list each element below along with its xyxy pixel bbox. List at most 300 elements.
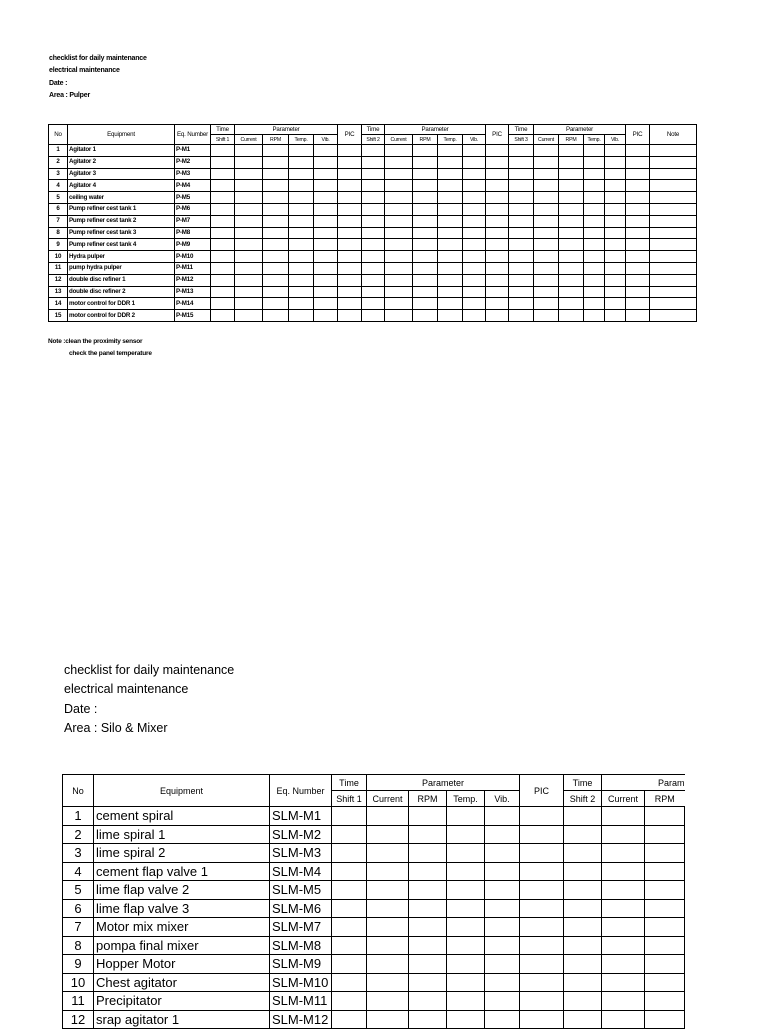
entry-cell[interactable] [534,310,559,322]
entry-cell[interactable] [367,918,409,937]
entry-cell[interactable] [564,881,602,900]
entry-cell[interactable] [447,992,485,1011]
entry-cell[interactable] [564,992,602,1011]
entry-cell[interactable] [559,251,584,263]
entry-cell[interactable] [645,1010,685,1029]
entry-cell[interactable] [211,298,235,310]
entry-cell[interactable] [485,825,520,844]
entry-cell[interactable] [534,262,559,274]
entry-cell[interactable] [338,262,362,274]
entry-cell[interactable] [235,239,263,251]
entry-cell[interactable] [362,251,385,263]
entry-cell[interactable] [289,262,314,274]
entry-cell[interactable] [645,881,685,900]
entry-cell[interactable] [409,825,447,844]
entry-cell[interactable] [263,239,289,251]
entry-cell[interactable] [332,844,367,863]
entry-cell[interactable] [645,899,685,918]
entry-cell[interactable] [463,298,486,310]
entry-cell[interactable] [235,310,263,322]
entry-cell[interactable] [520,844,564,863]
entry-cell[interactable] [367,936,409,955]
entry-cell[interactable] [314,203,338,215]
entry-cell[interactable] [509,262,534,274]
entry-cell[interactable] [332,918,367,937]
entry-cell[interactable] [338,145,362,157]
entry-cell[interactable] [626,180,650,192]
entry-cell[interactable] [564,844,602,863]
entry-cell[interactable] [650,286,697,298]
entry-cell[interactable] [520,955,564,974]
entry-cell[interactable] [645,862,685,881]
entry-cell[interactable] [263,298,289,310]
entry-cell[interactable] [584,298,605,310]
entry-cell[interactable] [211,227,235,239]
entry-cell[interactable] [211,180,235,192]
entry-cell[interactable] [520,1010,564,1029]
entry-cell[interactable] [263,215,289,227]
entry-cell[interactable] [211,168,235,180]
entry-cell[interactable] [584,145,605,157]
entry-cell[interactable] [385,180,413,192]
entry-cell[interactable] [367,881,409,900]
entry-cell[interactable] [584,251,605,263]
entry-cell[interactable] [235,262,263,274]
entry-cell[interactable] [486,274,509,286]
entry-cell[interactable] [362,298,385,310]
entry-cell[interactable] [486,156,509,168]
entry-cell[interactable] [584,239,605,251]
entry-cell[interactable] [263,227,289,239]
entry-cell[interactable] [211,251,235,263]
entry-cell[interactable] [263,180,289,192]
entry-cell[interactable] [235,298,263,310]
entry-cell[interactable] [211,262,235,274]
entry-cell[interactable] [314,286,338,298]
entry-cell[interactable] [409,918,447,937]
entry-cell[interactable] [509,215,534,227]
entry-cell[interactable] [438,168,463,180]
entry-cell[interactable] [509,298,534,310]
entry-cell[interactable] [338,274,362,286]
entry-cell[interactable] [559,145,584,157]
entry-cell[interactable] [211,145,235,157]
entry-cell[interactable] [605,298,626,310]
entry-cell[interactable] [385,251,413,263]
entry-cell[interactable] [263,310,289,322]
entry-cell[interactable] [650,145,697,157]
entry-cell[interactable] [486,298,509,310]
entry-cell[interactable] [650,180,697,192]
entry-cell[interactable] [438,203,463,215]
entry-cell[interactable] [626,168,650,180]
entry-cell[interactable] [485,992,520,1011]
entry-cell[interactable] [211,203,235,215]
entry-cell[interactable] [650,203,697,215]
entry-cell[interactable] [332,899,367,918]
entry-cell[interactable] [605,180,626,192]
entry-cell[interactable] [289,274,314,286]
entry-cell[interactable] [602,1010,645,1029]
entry-cell[interactable] [559,262,584,274]
entry-cell[interactable] [289,286,314,298]
entry-cell[interactable] [485,936,520,955]
entry-cell[interactable] [520,992,564,1011]
entry-cell[interactable] [413,215,438,227]
entry-cell[interactable] [605,310,626,322]
entry-cell[interactable] [509,180,534,192]
entry-cell[interactable] [650,262,697,274]
entry-cell[interactable] [559,156,584,168]
entry-cell[interactable] [509,145,534,157]
entry-cell[interactable] [413,286,438,298]
entry-cell[interactable] [413,310,438,322]
entry-cell[interactable] [314,310,338,322]
entry-cell[interactable] [584,227,605,239]
entry-cell[interactable] [534,298,559,310]
entry-cell[interactable] [584,156,605,168]
entry-cell[interactable] [564,973,602,992]
entry-cell[interactable] [211,274,235,286]
entry-cell[interactable] [645,992,685,1011]
entry-cell[interactable] [385,310,413,322]
entry-cell[interactable] [485,844,520,863]
entry-cell[interactable] [211,286,235,298]
entry-cell[interactable] [367,862,409,881]
entry-cell[interactable] [650,215,697,227]
entry-cell[interactable] [235,180,263,192]
entry-cell[interactable] [413,145,438,157]
entry-cell[interactable] [438,180,463,192]
entry-cell[interactable] [602,936,645,955]
entry-cell[interactable] [235,168,263,180]
entry-cell[interactable] [438,286,463,298]
entry-cell[interactable] [485,1010,520,1029]
entry-cell[interactable] [534,274,559,286]
entry-cell[interactable] [362,274,385,286]
entry-cell[interactable] [362,192,385,204]
entry-cell[interactable] [534,192,559,204]
entry-cell[interactable] [463,168,486,180]
entry-cell[interactable] [385,227,413,239]
entry-cell[interactable] [263,156,289,168]
entry-cell[interactable] [289,227,314,239]
entry-cell[interactable] [447,807,485,826]
entry-cell[interactable] [605,156,626,168]
entry-cell[interactable] [409,881,447,900]
entry-cell[interactable] [314,145,338,157]
entry-cell[interactable] [605,227,626,239]
entry-cell[interactable] [235,274,263,286]
entry-cell[interactable] [362,156,385,168]
entry-cell[interactable] [559,203,584,215]
entry-cell[interactable] [263,274,289,286]
entry-cell[interactable] [385,286,413,298]
entry-cell[interactable] [509,251,534,263]
entry-cell[interactable] [584,168,605,180]
entry-cell[interactable] [385,262,413,274]
entry-cell[interactable] [650,192,697,204]
entry-cell[interactable] [486,227,509,239]
entry-cell[interactable] [211,156,235,168]
entry-cell[interactable] [650,298,697,310]
entry-cell[interactable] [362,215,385,227]
entry-cell[interactable] [626,262,650,274]
entry-cell[interactable] [509,168,534,180]
entry-cell[interactable] [338,156,362,168]
entry-cell[interactable] [447,1010,485,1029]
entry-cell[interactable] [211,239,235,251]
entry-cell[interactable] [413,203,438,215]
entry-cell[interactable] [650,251,697,263]
entry-cell[interactable] [602,844,645,863]
entry-cell[interactable] [520,936,564,955]
entry-cell[interactable] [650,227,697,239]
entry-cell[interactable] [289,156,314,168]
entry-cell[interactable] [447,918,485,937]
entry-cell[interactable] [602,899,645,918]
entry-cell[interactable] [602,973,645,992]
entry-cell[interactable] [650,156,697,168]
entry-cell[interactable] [509,227,534,239]
entry-cell[interactable] [332,1010,367,1029]
entry-cell[interactable] [602,825,645,844]
entry-cell[interactable] [211,310,235,322]
entry-cell[interactable] [520,862,564,881]
entry-cell[interactable] [413,262,438,274]
entry-cell[interactable] [338,215,362,227]
entry-cell[interactable] [332,881,367,900]
entry-cell[interactable] [520,881,564,900]
entry-cell[interactable] [463,156,486,168]
entry-cell[interactable] [235,251,263,263]
entry-cell[interactable] [385,239,413,251]
entry-cell[interactable] [314,262,338,274]
entry-cell[interactable] [413,227,438,239]
entry-cell[interactable] [564,862,602,881]
entry-cell[interactable] [438,156,463,168]
entry-cell[interactable] [564,825,602,844]
entry-cell[interactable] [564,899,602,918]
entry-cell[interactable] [645,973,685,992]
entry-cell[interactable] [409,992,447,1011]
entry-cell[interactable] [438,227,463,239]
entry-cell[interactable] [463,239,486,251]
entry-cell[interactable] [626,310,650,322]
entry-cell[interactable] [314,274,338,286]
entry-cell[interactable] [362,203,385,215]
entry-cell[interactable] [289,239,314,251]
entry-cell[interactable] [289,168,314,180]
entry-cell[interactable] [314,298,338,310]
entry-cell[interactable] [485,955,520,974]
entry-cell[interactable] [534,145,559,157]
entry-cell[interactable] [367,825,409,844]
entry-cell[interactable] [235,215,263,227]
entry-cell[interactable] [650,274,697,286]
entry-cell[interactable] [362,168,385,180]
entry-cell[interactable] [289,298,314,310]
entry-cell[interactable] [626,203,650,215]
entry-cell[interactable] [564,807,602,826]
entry-cell[interactable] [263,168,289,180]
entry-cell[interactable] [650,168,697,180]
entry-cell[interactable] [338,203,362,215]
entry-cell[interactable] [534,203,559,215]
entry-cell[interactable] [338,286,362,298]
entry-cell[interactable] [605,286,626,298]
entry-cell[interactable] [486,192,509,204]
entry-cell[interactable] [509,310,534,322]
entry-cell[interactable] [559,286,584,298]
entry-cell[interactable] [438,192,463,204]
entry-cell[interactable] [438,274,463,286]
entry-cell[interactable] [409,973,447,992]
entry-cell[interactable] [534,227,559,239]
entry-cell[interactable] [602,955,645,974]
entry-cell[interactable] [438,310,463,322]
entry-cell[interactable] [559,298,584,310]
entry-cell[interactable] [509,192,534,204]
entry-cell[interactable] [559,180,584,192]
entry-cell[interactable] [289,251,314,263]
entry-cell[interactable] [509,274,534,286]
entry-cell[interactable] [263,203,289,215]
entry-cell[interactable] [289,310,314,322]
entry-cell[interactable] [485,807,520,826]
entry-cell[interactable] [235,203,263,215]
entry-cell[interactable] [605,168,626,180]
entry-cell[interactable] [650,239,697,251]
entry-cell[interactable] [584,262,605,274]
entry-cell[interactable] [362,239,385,251]
entry-cell[interactable] [409,844,447,863]
entry-cell[interactable] [602,992,645,1011]
entry-cell[interactable] [385,203,413,215]
entry-cell[interactable] [486,145,509,157]
entry-cell[interactable] [564,918,602,937]
entry-cell[interactable] [362,180,385,192]
entry-cell[interactable] [289,180,314,192]
entry-cell[interactable] [338,168,362,180]
entry-cell[interactable] [385,192,413,204]
entry-cell[interactable] [385,168,413,180]
entry-cell[interactable] [413,239,438,251]
entry-cell[interactable] [559,274,584,286]
entry-cell[interactable] [367,973,409,992]
entry-cell[interactable] [447,881,485,900]
entry-cell[interactable] [584,215,605,227]
entry-cell[interactable] [509,286,534,298]
entry-cell[interactable] [509,239,534,251]
entry-cell[interactable] [289,145,314,157]
entry-cell[interactable] [645,918,685,937]
entry-cell[interactable] [645,807,685,826]
entry-cell[interactable] [626,215,650,227]
entry-cell[interactable] [438,215,463,227]
entry-cell[interactable] [626,192,650,204]
entry-cell[interactable] [289,203,314,215]
entry-cell[interactable] [338,310,362,322]
entry-cell[interactable] [520,918,564,937]
entry-cell[interactable] [314,192,338,204]
entry-cell[interactable] [486,262,509,274]
entry-cell[interactable] [447,973,485,992]
entry-cell[interactable] [338,180,362,192]
entry-cell[interactable] [509,156,534,168]
entry-cell[interactable] [463,227,486,239]
entry-cell[interactable] [645,825,685,844]
entry-cell[interactable] [263,251,289,263]
entry-cell[interactable] [367,1010,409,1029]
entry-cell[interactable] [362,286,385,298]
entry-cell[interactable] [463,145,486,157]
entry-cell[interactable] [645,844,685,863]
entry-cell[interactable] [584,180,605,192]
entry-cell[interactable] [367,807,409,826]
entry-cell[interactable] [486,239,509,251]
entry-cell[interactable] [626,251,650,263]
entry-cell[interactable] [385,156,413,168]
entry-cell[interactable] [235,286,263,298]
entry-cell[interactable] [605,251,626,263]
entry-cell[interactable] [486,286,509,298]
entry-cell[interactable] [463,251,486,263]
entry-cell[interactable] [409,899,447,918]
entry-cell[interactable] [485,918,520,937]
entry-cell[interactable] [605,215,626,227]
entry-cell[interactable] [338,298,362,310]
entry-cell[interactable] [385,298,413,310]
entry-cell[interactable] [463,180,486,192]
entry-cell[interactable] [447,899,485,918]
entry-cell[interactable] [486,168,509,180]
entry-cell[interactable] [409,955,447,974]
entry-cell[interactable] [367,992,409,1011]
entry-cell[interactable] [314,251,338,263]
entry-cell[interactable] [413,298,438,310]
entry-cell[interactable] [584,203,605,215]
entry-cell[interactable] [332,825,367,844]
entry-cell[interactable] [332,973,367,992]
entry-cell[interactable] [509,203,534,215]
entry-cell[interactable] [486,203,509,215]
entry-cell[interactable] [559,239,584,251]
entry-cell[interactable] [362,262,385,274]
entry-cell[interactable] [409,807,447,826]
entry-cell[interactable] [534,168,559,180]
entry-cell[interactable] [520,899,564,918]
entry-cell[interactable] [338,239,362,251]
entry-cell[interactable] [367,899,409,918]
entry-cell[interactable] [463,192,486,204]
entry-cell[interactable] [438,239,463,251]
entry-cell[interactable] [520,825,564,844]
entry-cell[interactable] [463,215,486,227]
entry-cell[interactable] [438,262,463,274]
entry-cell[interactable] [263,262,289,274]
entry-cell[interactable] [362,310,385,322]
entry-cell[interactable] [534,251,559,263]
entry-cell[interactable] [534,215,559,227]
entry-cell[interactable] [235,192,263,204]
entry-cell[interactable] [605,274,626,286]
entry-cell[interactable] [385,215,413,227]
entry-cell[interactable] [626,227,650,239]
entry-cell[interactable] [486,310,509,322]
entry-cell[interactable] [559,227,584,239]
entry-cell[interactable] [314,180,338,192]
